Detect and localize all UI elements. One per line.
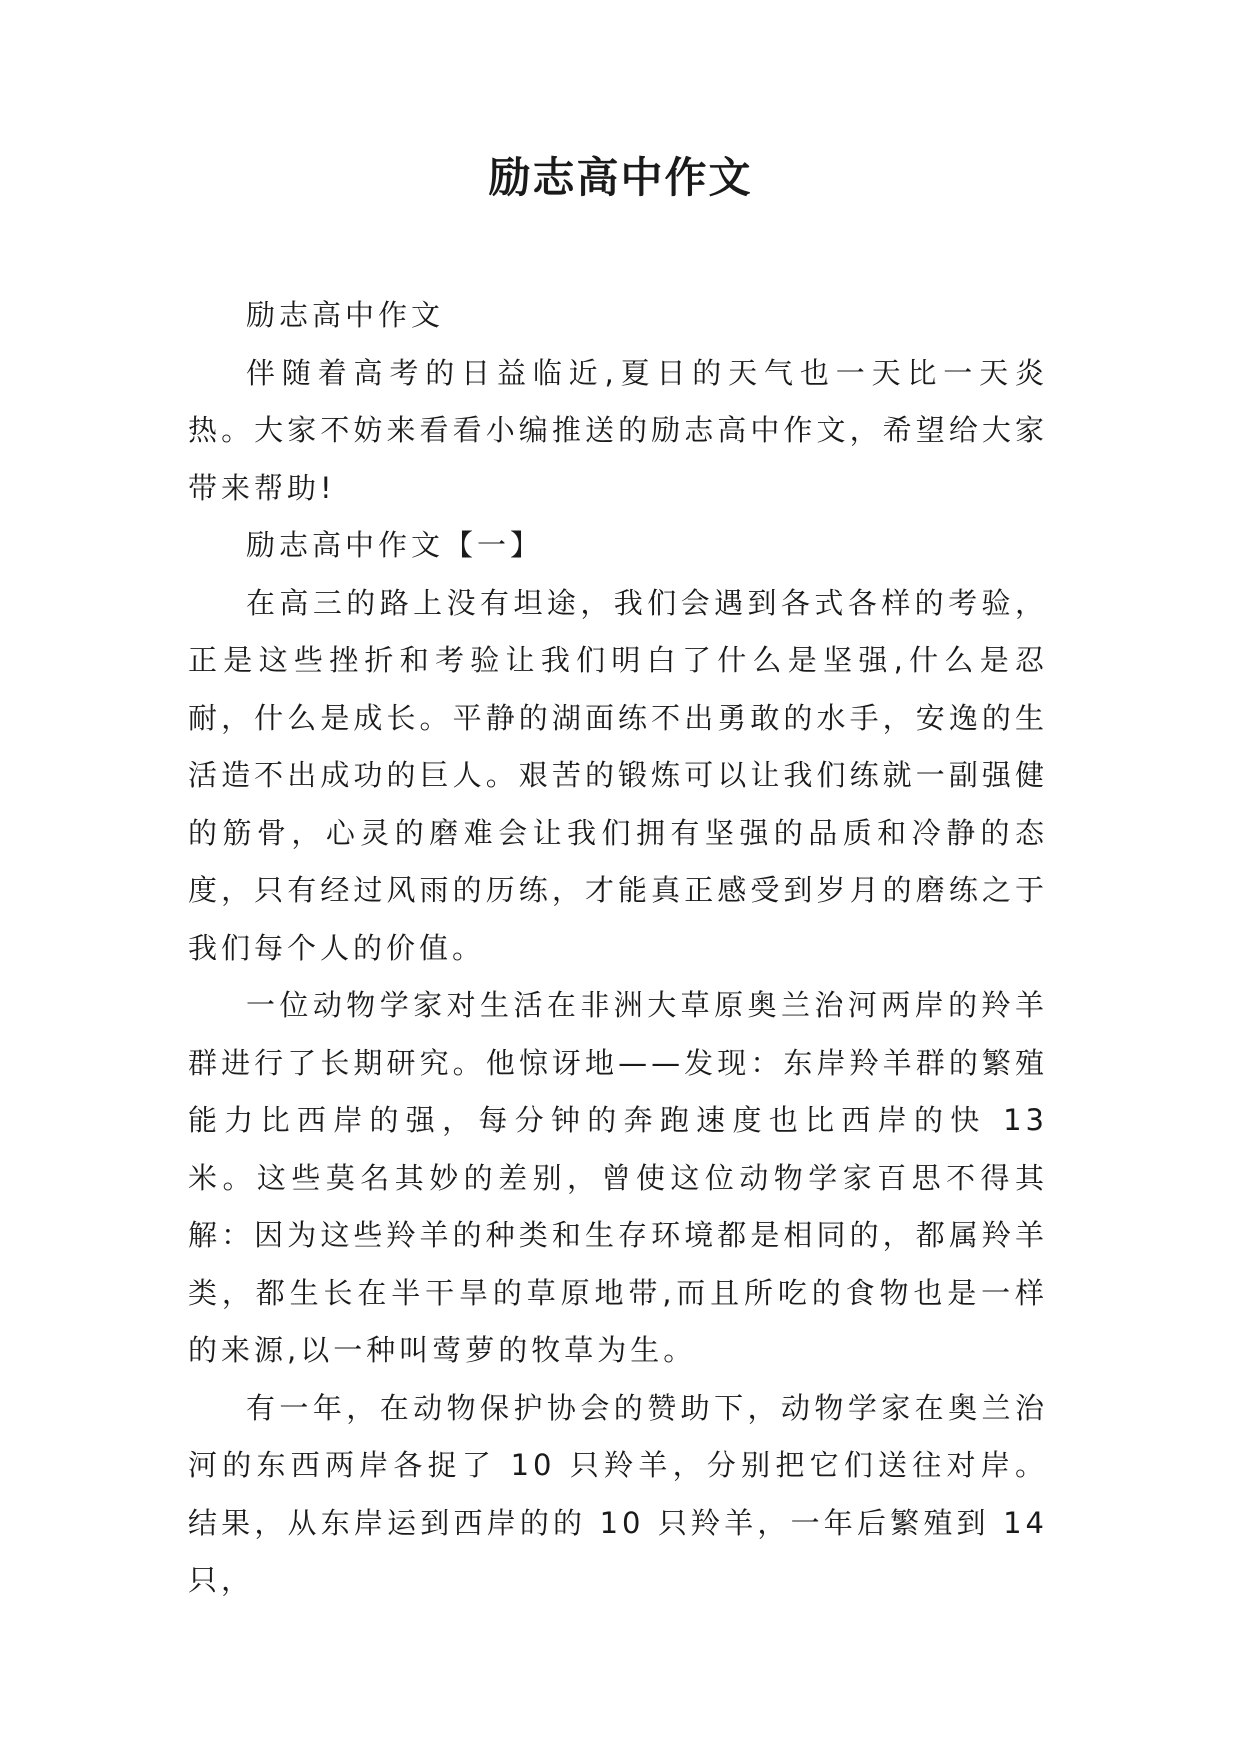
- section-heading: 励志高中作文【一】: [246, 528, 544, 562]
- paragraph: 有一年，在动物保护协会的赞助下，动物学家在奥兰治河的东西两岸各捉了 10 只羚羊，分别把它们送往对岸。结果，从东岸运到西岸的的 10 只羚羊，一年后繁殖到 14 只，: [188, 1390, 1048, 1597]
- paragraph-heading: 励志高中作文: [246, 298, 445, 332]
- paragraph: 一位动物学家对生活在非洲大草原奥兰治河两岸的羚羊群进行了长期研究。他惊讶地——发现：东岸羚羊群的繁殖能力比西岸的强，每分钟的奔跑速度也比西岸的快 13 米。这些莫名其妙的差别，曾使这位动物学家百思不得其解：因为这些羚羊的种类和生存环境都是相同的，都属羚羊类，都生长在半干旱的草原地带,而且所吃的食物也是一样的来源,以一种叫莺萝的牧草为生。: [188, 988, 1048, 1367]
- document-title: 励志高中作文: [488, 153, 753, 202]
- paragraph-intro: 伴随着高考的日益临近,夏日的天气也一天比一天炎热。大家不妨来看看小编推送的励志高中作文，希望给大家带来帮助!: [188, 355, 1048, 505]
- document-body: [188, 287, 1048, 1610]
- paragraph: 在高三的路上没有坦途，我们会遇到各式各样的考验，正是这些挫折和考验让我们明白了什么是坚强,什么是忍耐，什么是成长。平静的湖面练不出勇敢的水手，安逸的生活造不出成功的巨人。艰苦的锻炼可以让我们练就一副强健的筋骨，心灵的磨难会让我们拥有坚强的品质和冷静的态度，只有经过风雨的历练，才能真正感受到岁月的磨练之于我们每个人的价值。: [188, 585, 1048, 965]
